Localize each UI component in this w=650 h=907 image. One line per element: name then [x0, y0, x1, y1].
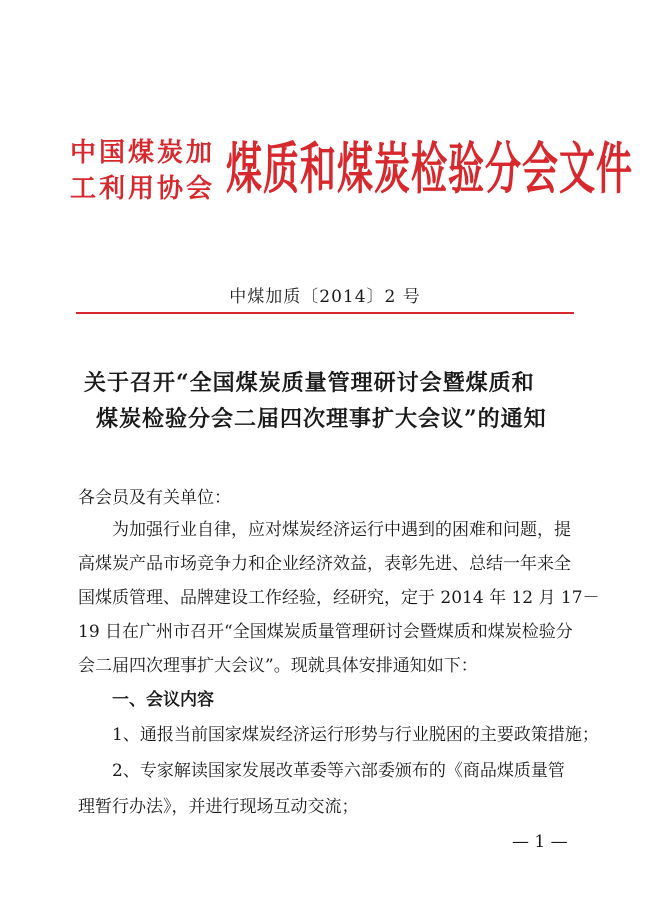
list-item-2-line2: 理暂行办法》，并进行现场互动交流；	[78, 797, 359, 817]
document-header-title: 煤质和煤炭检验分会文件	[226, 138, 634, 202]
notice-title-line2: 煤炭检验分会二届四次理事扩大会议”的通知	[96, 406, 547, 432]
list-item-1: 1、通报当前国家煤炭经济运行形势与行业脱困的主要政策措施；	[112, 725, 599, 745]
red-divider-line	[76, 312, 574, 314]
document-number: 中煤加质〔2014〕2 号	[229, 287, 421, 307]
notice-title-line1: 关于召开“全国煤炭质量管理研讨会暨煤质和	[84, 370, 535, 396]
body-line-2: 高煤炭产品市场竞争力和企业经济效益，表彰先进、总结一年来全	[78, 554, 571, 574]
body-line-1: 为加强行业自律，应对煤炭经济运行中遇到的困难和问题，提	[112, 520, 571, 540]
section-heading-meeting-content: 一、会议内容	[112, 690, 214, 710]
addressee: 各会员及有关单位：	[78, 488, 231, 508]
page-number: — 1 —	[512, 832, 568, 852]
body-line-5: 会二届四次理事扩大会议”。现就具体安排通知如下：	[78, 656, 478, 676]
body-line-3: 国煤质管理、品牌建设工作经验，经研究，定于 2014 年 12 月 17－	[78, 588, 600, 608]
list-item-2-line1: 2、专家解读国家发展改革委等六部委颁布的《商品煤质量管	[112, 761, 565, 781]
issuer-name-line2: 工利用协会	[70, 174, 216, 204]
issuer-name-line1: 中国煤炭加	[70, 138, 216, 168]
body-line-4: 19 日在广州市召开“全国煤炭质量管理研讨会暨煤质和煤炭检验分	[78, 622, 573, 642]
